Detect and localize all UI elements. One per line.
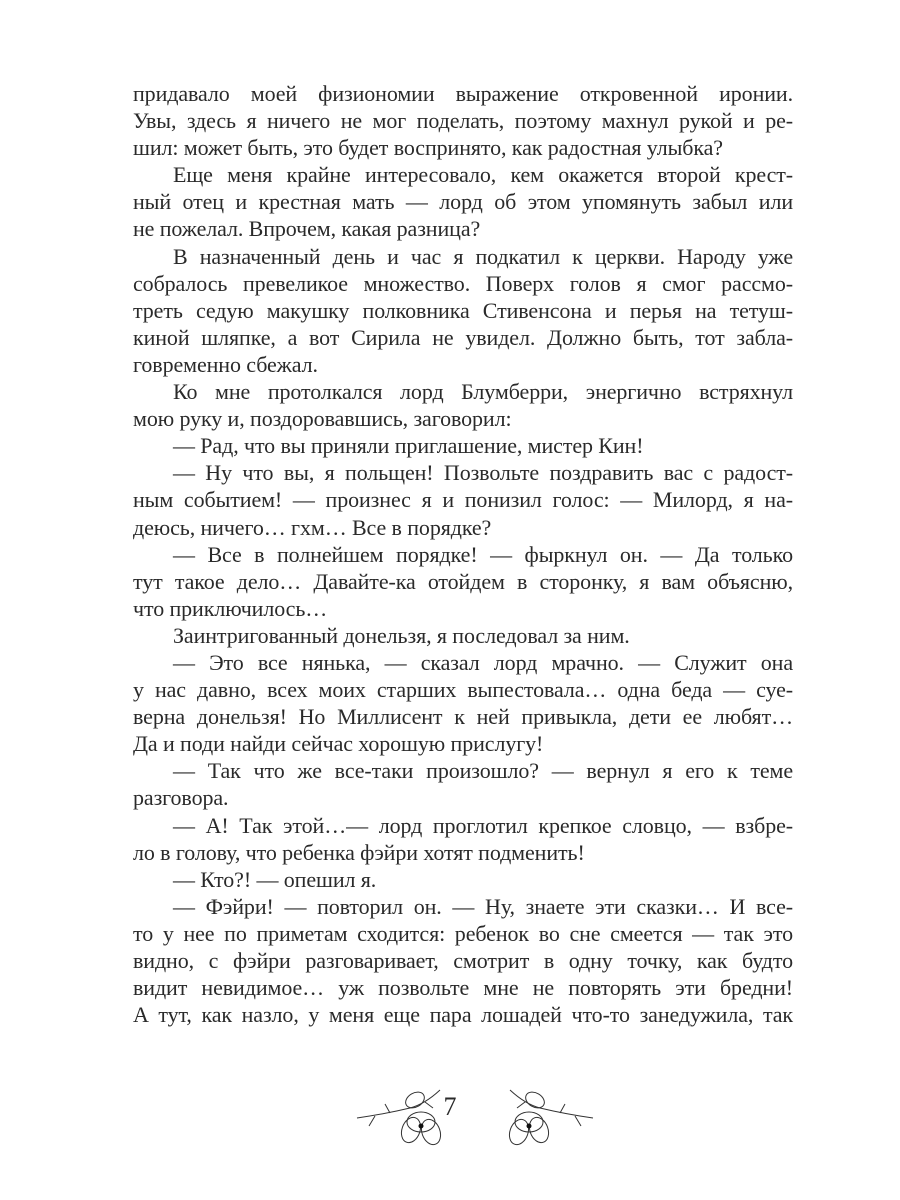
text-line: шил: может быть, это будет воспринято, как радостная улыбка? (133, 135, 723, 161)
text-line: — Так что же все-таки произошло? — вернул я его к теме (173, 758, 793, 784)
page-number: 7 (443, 1092, 457, 1121)
text-line: треть седую макушку полковника Стивенсона и перья на тетуш- (133, 297, 793, 323)
text-line: мою руку и, поздоровавшись, заговорил: (133, 406, 512, 432)
text-line: не пожелал. Впрочем, какая разница? (133, 216, 481, 242)
magnolia-branch-icon (495, 1078, 595, 1148)
text-line: Ко мне протолкался лорд Блумберри, энергично встряхнул (173, 379, 793, 405)
text-line: видит невидимое… уж позвольте мне не повторять эти бредни! (133, 975, 793, 1001)
text-line: А тут, как назло, у меня еще пара лошадей что-то занедужила, так (133, 1002, 793, 1028)
text-line: Да и поди найди сейчас хорошую прислугу! (133, 731, 544, 757)
text-line: Увы, здесь я ничего не мог поделать, поэтому махнул рукой и ре- (133, 108, 793, 134)
text-line: видно, с фэйри разговаривает, смотрит в одну точку, как будто (133, 948, 793, 973)
text-line: у нас давно, всех моих старших выпестовала… одна беда — суе- (133, 677, 793, 703)
text-line: — Ну что вы, я польщен! Позвольте поздравить вас с радост- (173, 460, 793, 486)
text-line: — Рад, что вы приняли приглашение, мистер Кин! (173, 433, 644, 459)
text-line: В назначенный день и час я подкатил к церкви. Народу уже (173, 243, 793, 269)
text-line: — Все в полнейшем порядке! — фыркнул он. — Да только (173, 541, 793, 567)
text-line: ным событием! — произнес я и понизил голос: — Милорд, я на- (133, 487, 793, 513)
text-line: — Кто?! — опешил я. (173, 866, 377, 892)
text-line: разговора. (133, 785, 229, 811)
text-line: ный отец и крестная мать — лорд об этом упомянуть забыл или (133, 189, 793, 215)
text-line: Еще меня крайне интересовало, кем окажется второй крест- (173, 162, 793, 188)
text-line: верна донельзя! Но Миллисент к ней привыкла, дети ее любят… (133, 704, 793, 730)
text-line: говременно сбежал. (133, 351, 318, 377)
text-line: — Фэйри! — повторил он. — Ну, знаете эти сказки… И все- (173, 893, 793, 919)
text-line: деюсь, ничего… гхм… Все в порядке? (133, 514, 492, 540)
text-line: Заинтригованный донельзя, я последовал за ним. (173, 622, 630, 648)
page-body (133, 80, 793, 1028)
text-line: тут такое дело… Давайте-ка отойдем в сторонку, я вам объясню, (133, 568, 793, 594)
page-footer (0, 1078, 900, 1148)
text-line: то у нее по приметам сходится: ребенок во сне смеется — так это (133, 920, 793, 946)
text-line: ло в голову, что ребенка фэйри хотят подменить! (133, 839, 585, 865)
text-line: — А! Так этой…— лорд проглотил крепкое словцо, — взбре- (173, 812, 793, 838)
text-line: собралось превеликое множество. Поверх голов я смог рассмо- (133, 270, 793, 296)
text-line: что приключилось… (133, 595, 328, 621)
text-line: киной шляпке, а вот Сирила не увидел. Должно быть, тот забла- (133, 324, 793, 350)
text-line: придавало моей физиономии выражение откровенной иронии. (133, 81, 793, 106)
text-line: — Это все нянька, — сказал лорд мрачно. — Служит она (173, 649, 793, 675)
